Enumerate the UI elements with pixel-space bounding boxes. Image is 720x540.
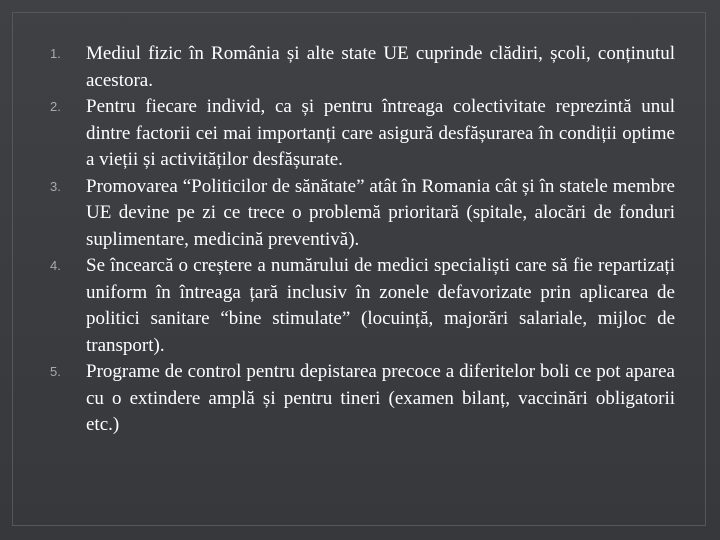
list-item (50, 359, 675, 439)
list-item-text: Se încearcă o creștere a numărului de medici specialiști care să fie repartizați uniform în întreaga țară inclusiv în zonele defavorizate prin aplicarea de politici sanitare “bine stimulate” (locuință, majorări salariale, mijloc de transport). (86, 255, 675, 356)
list-item-number: 3. (50, 178, 61, 194)
numbered-list (50, 41, 675, 439)
list-item (50, 94, 675, 174)
list-item (50, 253, 675, 359)
list-item-text: Programe de control pentru depistarea precoce a diferitelor boli ce pot aparea cu o extindere amplă și pentru tineri (examen bilanț, vaccinări obligatorii etc.) (86, 361, 675, 435)
list-item (50, 174, 675, 254)
list-item-number: 4. (50, 258, 61, 273)
list-item-text: Mediul fizic în România și alte state UE cuprinde clădiri, școli, conținutul acestora. (86, 43, 675, 91)
list-item-number: 1. (50, 46, 61, 61)
list-item (50, 41, 675, 94)
list-item-text: Promovarea “Politicilor de sănătate” atât în Romania cât și în statele membre UE devine pe zi ce trece o problemă prioritară (spitale, alocări de fonduri suplimentare, medicină preventivă). (86, 175, 675, 250)
list-item-text: Pentru fiecare individ, ca și pentru întreaga colectivitate reprezintă unul dintre factorii cei mai importanți care asigură desfășurarea în condiții optime a vieții și activităților desfășurate. (86, 96, 675, 170)
list-item-number: 2. (50, 99, 61, 114)
list-item-number: 5. (50, 364, 61, 379)
